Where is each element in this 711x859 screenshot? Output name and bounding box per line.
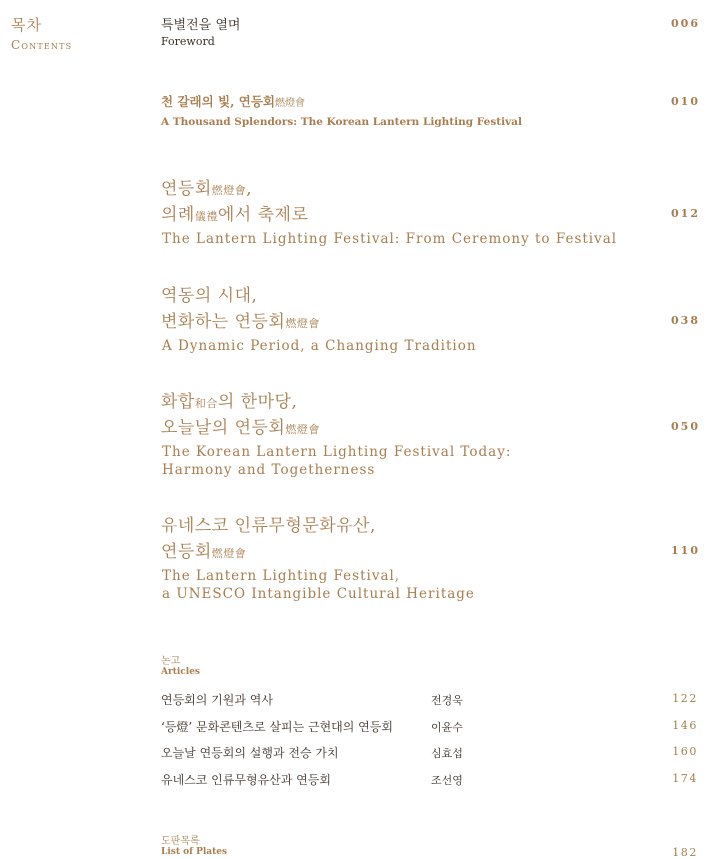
article-author: 이윤수 — [431, 720, 463, 734]
article-author: 심효섭 — [431, 747, 463, 760]
chapter-page-number: 012 — [671, 207, 700, 220]
article-author: 조선영 — [431, 773, 463, 787]
article-author: 전경욱 — [431, 694, 463, 707]
chapter-title-tail: 에서 축제로 — [217, 205, 309, 225]
chapter-title-line1 — [161, 283, 257, 311]
chapter-title-hanja: 和合 — [194, 397, 218, 410]
chapter-title-line1 — [161, 389, 297, 417]
article-page-number: 160 — [672, 745, 698, 758]
chapter-title-text: 역동의 시대, — [161, 286, 258, 306]
article-title: 오늘날 연등회의 설행과 전승 가치 — [161, 746, 339, 760]
intro-title-hanja: 燃燈會 — [275, 98, 306, 109]
chapter-title-hanja: 儀禮 — [194, 210, 218, 223]
chapter-title-text: 오늘날의 연등회 — [161, 418, 286, 438]
chapter-page-number: 038 — [671, 314, 700, 327]
chapter-title-english: The Lantern Lighting Festival, — [162, 568, 401, 584]
intro-title-korean — [161, 92, 305, 110]
chapter-title-line2 — [161, 539, 246, 567]
plates-label-korean: 도판목록 — [161, 836, 200, 847]
chapter-title-hanja: 燃燈會 — [285, 317, 320, 330]
intro-page-number: 010 — [671, 95, 700, 108]
article-page-number: 122 — [672, 692, 698, 705]
chapter-title-english: The Korean Lantern Lighting Festival Today: — [162, 444, 512, 460]
chapter-title-hanja: 燃燈會 — [211, 547, 247, 560]
chapter-page-number: 110 — [671, 544, 700, 557]
article-title: 연등회의 기원과 역사 — [161, 693, 273, 707]
chapter-title-line1 — [161, 176, 252, 204]
chapter-title-text: 의례 — [161, 205, 195, 225]
foreword-title-english: Foreword — [161, 35, 215, 48]
intro-title-english: A Thousand Splendors: The Korean Lantern Lighting Festival — [161, 116, 522, 128]
chapter-title-hanja: 燃燈會 — [285, 423, 320, 436]
articles-label-english: Articles — [161, 667, 200, 677]
foreword-page-number: 006 — [671, 17, 700, 30]
article-page-number: 174 — [672, 771, 698, 785]
chapter-title-line1 — [161, 513, 376, 541]
chapter-title-english-line2: Harmony and Togetherness — [162, 462, 376, 478]
chapter-title-text: 화합 — [161, 392, 195, 412]
chapter-title-hanja: 燃燈會 — [211, 184, 247, 197]
chapter-title-text: 유네스코 인류무형문화유산, — [161, 516, 376, 536]
chapter-title-line2 — [161, 202, 308, 230]
chapter-title-english: A Dynamic Period, a Changing Tradition — [162, 338, 477, 354]
chapter-title-text: 변화하는 연등회 — [161, 312, 286, 332]
chapter-title-tail: 의 한마당, — [217, 392, 298, 412]
foreword-title-korean: 특별전을 열며 — [161, 18, 241, 33]
chapter-page-number: 050 — [671, 420, 700, 433]
intro-title-text: 천 갈래의 빛, 연등회 — [161, 94, 276, 109]
chapter-title-english-line2: a UNESCO Intangible Cultural Heritage — [162, 586, 475, 602]
plates-label-english: List of Plates — [161, 847, 228, 857]
chapter-title-tail: , — [246, 179, 253, 199]
chapter-title-english: The Lantern Lighting Festival: From Ceremony to Festival — [162, 231, 618, 247]
chapter-title-text: 연등회 — [161, 542, 212, 562]
chapter-title-text: 연등회 — [161, 179, 212, 199]
articles-label-korean: 논고 — [161, 656, 181, 667]
article-title: ‘등燈’ 문화콘텐츠로 살피는 근현대의 연등회 — [161, 719, 393, 734]
toc-heading-korean: 목차 — [11, 16, 42, 34]
toc-heading-english: Contents — [11, 38, 73, 52]
plates-page-number: 182 — [672, 846, 698, 859]
article-title: 유네스코 인류무형유산과 연등회 — [161, 772, 331, 787]
article-page-number: 146 — [672, 718, 698, 732]
chapter-title-line2 — [161, 309, 320, 337]
chapter-title-line2 — [161, 415, 320, 443]
